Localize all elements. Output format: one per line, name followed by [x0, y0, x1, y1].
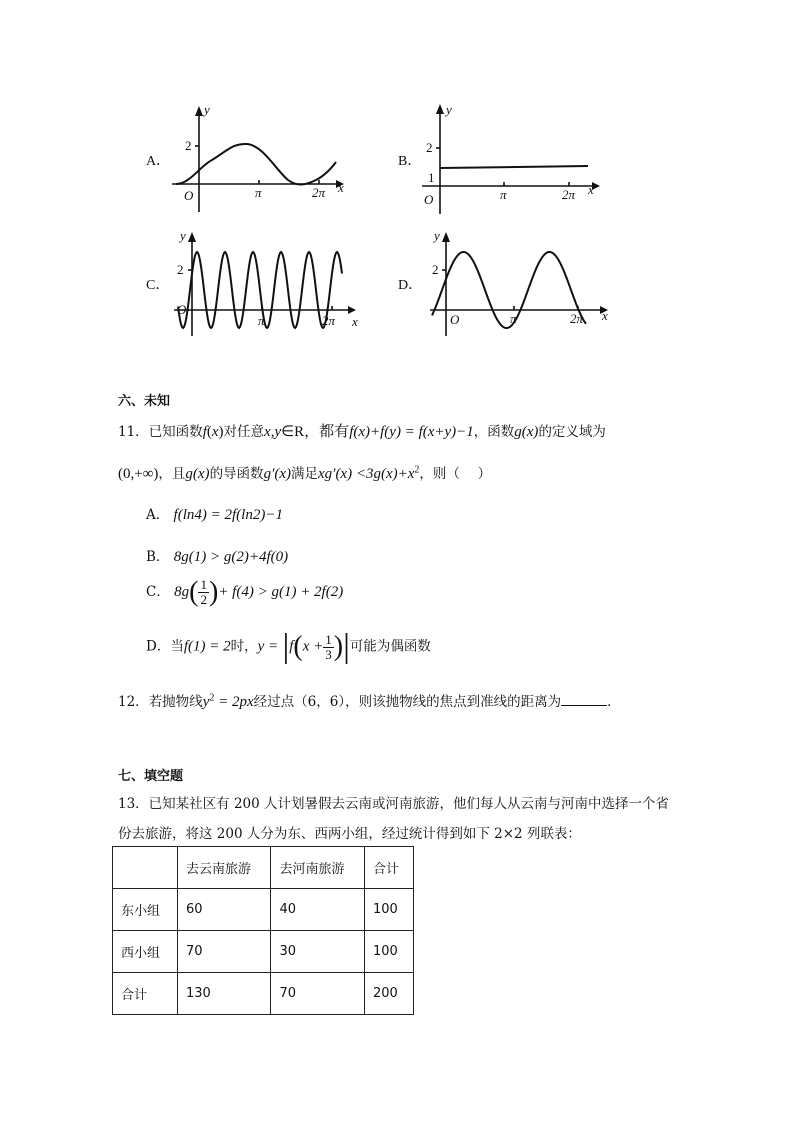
- table-header-cell: 去云南旅游: [178, 847, 271, 889]
- graph-a: [170, 100, 350, 224]
- table-cell: 200: [364, 973, 413, 1015]
- q11-line-1: 11．已知函数f(x)对任意x,y∈R，都有f(x)+f(y) = f(x+y)−1，函数g(x)的定义域为: [118, 424, 606, 440]
- table-row: [113, 889, 414, 931]
- pi-label: π: [500, 187, 507, 202]
- table-cell: 130: [178, 973, 271, 1015]
- table-header-row: [113, 847, 414, 889]
- origin-label: O: [177, 302, 187, 317]
- contingency-table: [112, 846, 414, 1015]
- graph-d: [428, 226, 618, 350]
- table-cell: 40: [271, 889, 364, 931]
- table-cell: 60: [178, 889, 271, 931]
- origin-label: O: [184, 188, 194, 203]
- pi-label: π: [258, 313, 265, 328]
- y-tick-2: 2: [426, 140, 433, 155]
- q13-line-1: 13．已知某社区有 200 人计划暑假去云南或河南旅游，他们每人从云南与河南中选择一个省: [118, 796, 670, 812]
- y-tick-2: 2: [177, 262, 184, 277]
- x-label: x: [602, 308, 608, 323]
- y-label: y: [180, 228, 186, 243]
- fraction-one-half: $\frac{1}{2}$: [200, 577, 207, 607]
- q13-line-2: 份去旅游，将这 200 人分为东、西两小组，经过统计得到如下 2×2 列联表：: [118, 826, 581, 842]
- q11-inequality: xg′(x) <3g(x)+x: [318, 466, 415, 482]
- y-axis-arrow-icon: [442, 232, 450, 242]
- q11-option-b[interactable]: B． 8g(1) > g(2)+4f(0): [146, 549, 289, 565]
- q11-number: 11．: [118, 424, 149, 440]
- q11-functional-equation: f(x)+f(y) = f(x+y)−1: [349, 424, 474, 440]
- option-b-label: B．: [398, 154, 422, 169]
- curve-a: [176, 144, 336, 185]
- origin-label: O: [424, 192, 434, 207]
- y-axis-arrow-icon: [195, 106, 203, 116]
- table-header-cell: 去河南旅游: [271, 847, 364, 889]
- q11-option-d[interactable]: D．当f(1) = 2时，y = |f(x + $\frac{1}{3}$ )|可能为偶函数: [146, 628, 431, 665]
- q12-number: 12．: [118, 694, 149, 710]
- origin-label: O: [450, 312, 460, 327]
- option-a-label: A．: [146, 154, 171, 169]
- table-cell: 西小组: [113, 931, 178, 973]
- table-cell: 100: [364, 889, 413, 931]
- fraction-one-third: $\frac{1}{3}$: [325, 631, 332, 662]
- two-pi-label: 2π: [322, 313, 336, 328]
- y-tick-2: 2: [432, 262, 439, 277]
- curve-b: [440, 166, 588, 168]
- y-label: y: [434, 228, 440, 243]
- table-cell: 合计: [113, 973, 178, 1015]
- table-cell: 70: [271, 973, 364, 1015]
- graph-b: [420, 100, 605, 224]
- section-seven-title: 七、填空题: [118, 769, 184, 784]
- y-tick-2: 2: [185, 138, 192, 153]
- two-pi-label: 2π: [312, 185, 326, 200]
- y-label: y: [204, 102, 210, 117]
- table-row: [113, 931, 414, 973]
- x-label: x: [352, 314, 358, 329]
- table-cell: 100: [364, 931, 413, 973]
- y-label: y: [446, 102, 452, 117]
- x-label: x: [338, 180, 344, 195]
- q11-option-a[interactable]: A． f(ln4) = 2f(ln2)−1: [146, 507, 283, 523]
- x-label: x: [588, 182, 594, 197]
- section-six-title: 六、未知: [118, 394, 171, 409]
- table-cell: 30: [271, 931, 364, 973]
- x-axis-arrow-icon: [348, 306, 356, 314]
- y-tick-1: 1: [428, 170, 435, 185]
- two-pi-label: 2π: [570, 311, 584, 326]
- table-header-cell: [113, 847, 178, 889]
- table-row: [113, 973, 414, 1015]
- two-pi-label: 2π: [562, 187, 576, 202]
- y-axis-arrow-icon: [436, 104, 444, 114]
- y-axis-arrow-icon: [188, 232, 196, 242]
- pi-label: π: [255, 185, 262, 200]
- option-c-label: C．: [146, 278, 170, 293]
- graph-c: [172, 226, 362, 350]
- option-d-label: D．: [398, 278, 423, 293]
- table-header-cell: 合计: [364, 847, 413, 889]
- pi-label: π: [510, 311, 517, 326]
- table-cell: 70: [178, 931, 271, 973]
- answer-blank[interactable]: [561, 693, 607, 706]
- q12: 12．若抛物线$y^2 = 2px$经过点（6，6），则该抛物线的焦点到准线的距离为 ．: [118, 692, 621, 710]
- q11-option-c[interactable]: C． 8g( $\frac{1}{2}$ )+ f(4) > g(1) + 2f(2): [146, 576, 344, 608]
- table-cell: 东小组: [113, 889, 178, 931]
- q11-line-2: (0,+∞)，且g(x)的导函数g′(x)满足$xg'(x) <3g(x)+x^2$，则（ ）: [118, 464, 492, 482]
